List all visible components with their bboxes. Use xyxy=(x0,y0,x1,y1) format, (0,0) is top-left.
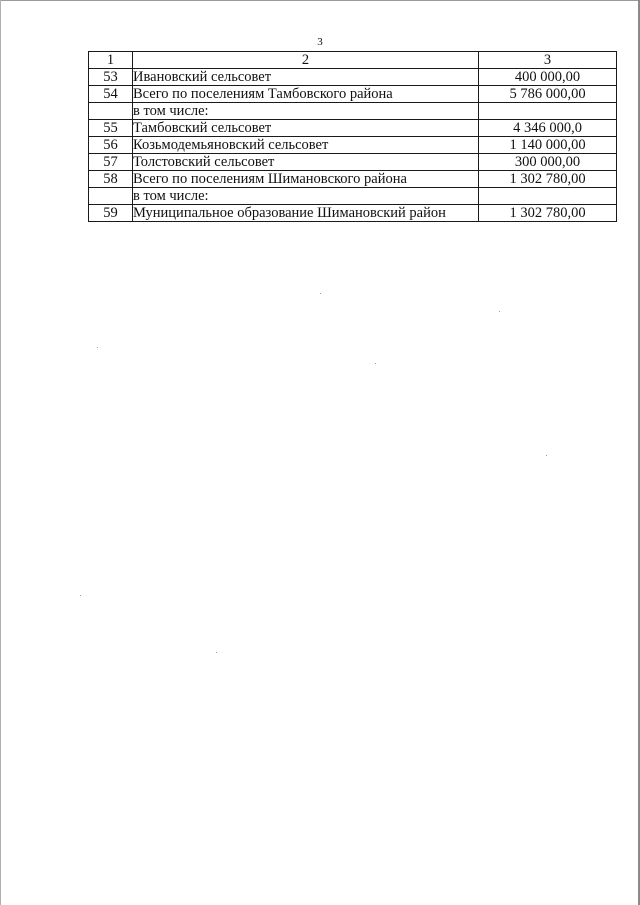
scan-edge-top xyxy=(0,0,640,1)
row-name-cell: в том числе: xyxy=(133,188,479,205)
row-amount-cell: 4 346 000,0 xyxy=(479,120,617,137)
scan-speck xyxy=(216,652,217,653)
table-row xyxy=(89,154,617,171)
scan-speck xyxy=(546,455,547,456)
row-number-cell: 54 xyxy=(89,86,133,103)
row-amount-cell xyxy=(479,188,617,205)
row-amount-cell: 300 000,00 xyxy=(479,154,617,171)
row-name-cell: Всего по поселениям Шимановского района xyxy=(133,171,479,188)
page-number: 3 xyxy=(317,36,323,48)
table-row xyxy=(89,69,617,86)
row-name-cell: Ивановский сельсовет xyxy=(133,69,479,86)
table-row xyxy=(89,188,617,205)
table-row xyxy=(89,137,617,154)
row-number-cell xyxy=(89,103,133,120)
row-amount-cell: 400 000,00 xyxy=(479,69,617,86)
table-row xyxy=(89,171,617,188)
scan-speck xyxy=(499,311,500,312)
table-row xyxy=(89,120,617,137)
row-amount-cell: 1 302 780,00 xyxy=(479,205,617,222)
column-header-name: 2 xyxy=(133,52,479,69)
scan-speck xyxy=(375,363,376,364)
row-amount-cell: 1 140 000,00 xyxy=(479,137,617,154)
table-row xyxy=(89,103,617,120)
table-row xyxy=(89,205,617,222)
row-number-cell: 56 xyxy=(89,137,133,154)
row-name-cell: в том числе: xyxy=(133,103,479,120)
row-number-cell: 59 xyxy=(89,205,133,222)
table-header-row xyxy=(89,52,617,69)
row-number-cell: 53 xyxy=(89,69,133,86)
scan-speck xyxy=(320,293,321,294)
scan-speck xyxy=(80,595,81,596)
row-name-cell: Козьмодемьяновский сельсовет xyxy=(133,137,479,154)
column-header-number: 1 xyxy=(89,52,133,69)
row-amount-cell: 1 302 780,00 xyxy=(479,171,617,188)
row-amount-cell xyxy=(479,103,617,120)
row-number-cell: 58 xyxy=(89,171,133,188)
row-name-cell: Всего по поселениям Тамбовского района xyxy=(133,86,479,103)
budget-table xyxy=(88,51,617,222)
row-amount-cell: 5 786 000,00 xyxy=(479,86,617,103)
row-name-cell: Муниципальное образование Шимановский район xyxy=(133,205,479,222)
column-header-amount: 3 xyxy=(479,52,617,69)
row-number-cell: 55 xyxy=(89,120,133,137)
row-number-cell: 57 xyxy=(89,154,133,171)
row-name-cell: Тамбовский сельсовет xyxy=(133,120,479,137)
scan-speck xyxy=(97,347,98,348)
scan-edge-left xyxy=(0,0,1,905)
table-row xyxy=(89,86,617,103)
row-name-cell: Толстовский сельсовет xyxy=(133,154,479,171)
row-number-cell xyxy=(89,188,133,205)
